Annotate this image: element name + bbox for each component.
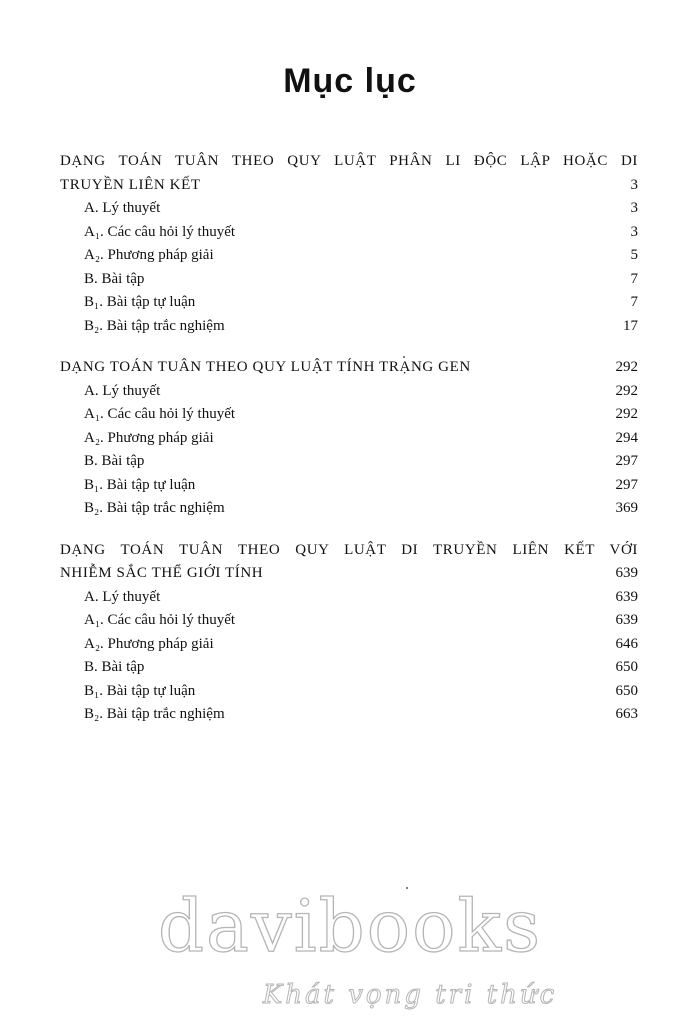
toc-entry[interactable] (60, 703, 638, 727)
entry-label: B. Bài tập (84, 453, 145, 469)
page-number: 17 (623, 317, 638, 334)
toc-entry[interactable] (60, 380, 638, 404)
page-number: 369 (615, 500, 638, 516)
entry-label: A₂. Phương pháp giải (84, 429, 214, 446)
toc-section-2 (60, 356, 638, 521)
page-number: 297 (615, 453, 638, 469)
page-number: 646 (615, 635, 638, 652)
toc-entry[interactable] (60, 680, 638, 704)
section-heading-row[interactable] (60, 356, 638, 380)
page-number: 292 (615, 359, 638, 375)
page-number: 297 (615, 476, 638, 493)
entry-label: A₁. Các câu hỏi lý thuyết (84, 406, 236, 422)
toc-entry[interactable] (60, 315, 638, 339)
entry-label: A₁. Các câu hỏi lý thuyết (84, 612, 236, 628)
toc-section-3 (60, 539, 638, 727)
entry-label: B₂. Bài tập trắc nghiệm (84, 706, 225, 722)
toc-entry[interactable] (60, 474, 638, 498)
toc-section-1 (60, 150, 638, 338)
toc-entry[interactable] (60, 221, 638, 245)
page-number: 650 (615, 659, 638, 675)
entry-label: B₂. Bài tập trắc nghiệm (84, 317, 225, 334)
entry-label: A. Lý thuyết (84, 200, 161, 216)
page-number: 5 (630, 247, 638, 263)
section-heading-label: NHIỄM SẮC THỂ GIỚI TÍNH (60, 565, 264, 581)
entry-label: B. Bài tập (84, 270, 145, 287)
page-number: 7 (630, 270, 638, 287)
toc-entry[interactable] (60, 427, 638, 451)
page-number: 292 (615, 406, 638, 422)
page-number: 650 (615, 682, 638, 699)
entry-label: A₁. Các câu hỏi lý thuyết (84, 223, 236, 240)
page-number: 639 (615, 565, 638, 581)
entry-label: B₂. Bài tập trắc nghiệm (84, 500, 225, 516)
section-heading-label: DẠNG TOÁN TUÂN THEO QUY LUẬT TÍNH TRẠNG GEN (60, 359, 471, 375)
watermark-logo: davibooks (157, 884, 543, 968)
toc-entry[interactable] (60, 656, 638, 680)
entry-label: B₁. Bài tập tự luận (84, 476, 196, 493)
page-number: 3 (630, 176, 638, 193)
entry-label: A₂. Phương pháp giải (84, 247, 214, 263)
toc-entry[interactable] (60, 633, 638, 657)
page-number: 294 (615, 429, 638, 446)
entry-label: B. Bài tập (84, 659, 145, 675)
toc-entry[interactable] (60, 609, 638, 633)
toc-entry[interactable] (60, 586, 638, 610)
section-heading-row[interactable] (60, 562, 638, 586)
toc-entry[interactable] (60, 450, 638, 474)
section-heading-line: DẠNG TOÁN TUÂN THEO QUY LUẬT PHÂN LI ĐỘC LẬP HOẶC DI (60, 153, 638, 169)
entry-label: A. Lý thuyết (84, 382, 161, 399)
toc-entry[interactable] (60, 244, 638, 268)
page-number: 663 (615, 706, 638, 722)
page-number: 7 (630, 294, 638, 310)
toc-entry[interactable] (60, 268, 638, 292)
page-title: Mục lục (283, 62, 417, 100)
entry-label: B₁. Bài tập tự luận (84, 294, 196, 310)
entry-label: B₁. Bài tập tự luận (84, 682, 196, 699)
entry-label: A₂. Phương pháp giải (84, 635, 214, 652)
section-heading-label: TRUYỀN LIÊN KẾT (60, 176, 201, 193)
toc-entry[interactable] (60, 403, 638, 427)
scan-speck (403, 356, 405, 358)
page-number: 3 (630, 200, 638, 216)
table-of-contents (60, 150, 638, 745)
page-number: 639 (615, 612, 638, 628)
toc-entry[interactable] (60, 497, 638, 521)
watermark-slogan: Khát vọng tri thức (262, 980, 558, 1010)
page-number: 3 (630, 223, 638, 240)
entry-label: A. Lý thuyết (84, 588, 161, 605)
page-number: 292 (615, 382, 638, 399)
toc-entry[interactable] (60, 291, 638, 315)
section-heading-row[interactable] (60, 174, 638, 198)
toc-entry[interactable] (60, 197, 638, 221)
section-heading-line: DẠNG TOÁN TUÂN THEO QUY LUẬT DI TRUYỀN LIÊN KẾT VỚI (60, 541, 638, 558)
page-number: 639 (615, 588, 638, 605)
